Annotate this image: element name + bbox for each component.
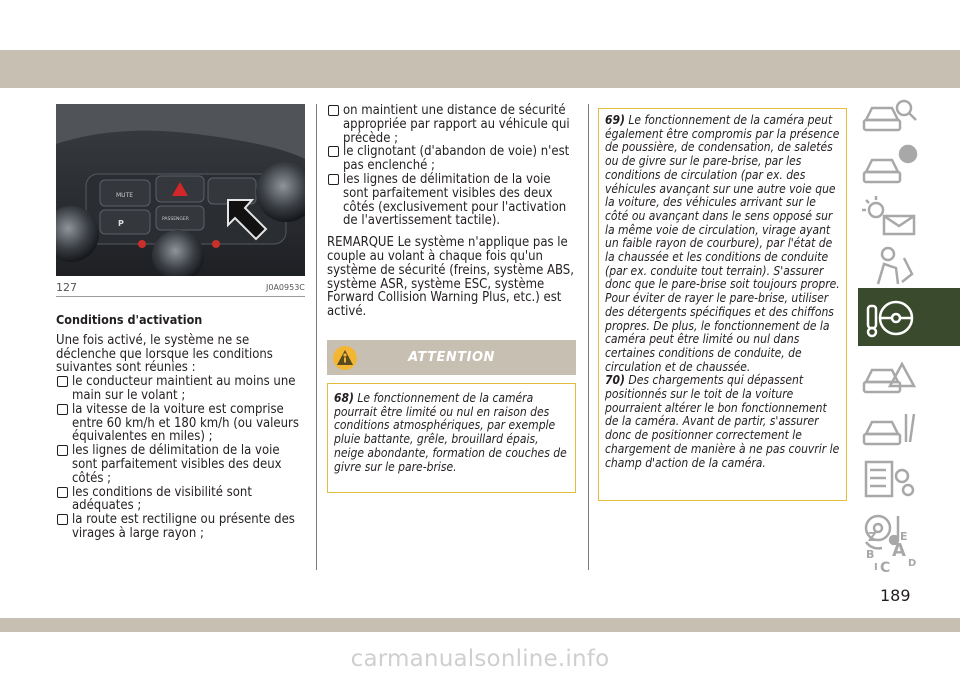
column-left xyxy=(56,313,308,541)
column-middle xyxy=(327,104,577,319)
index-letter: E xyxy=(900,530,908,543)
chapter-index-icons xyxy=(858,88,960,588)
figure-rule xyxy=(56,296,305,297)
car-search-icon[interactable] xyxy=(864,101,916,130)
warning-text: Le fonctionnement de la caméra pourrait être limité ou nul en raison des conditions atmosphériques, par exemple pluie battante, grêle, brouillard épais, neige abondante, formation de couches de givre sur le pare-brise. xyxy=(334,391,567,474)
page-number: 189 xyxy=(880,586,911,605)
remark-paragraph: REMARQUE Le système n'applique pas le couple au volant à chaque fois qu'un système de sécurité (freins, système ABS, système ASR, système ESC, système Forward Collision Warning Plus, etc.) est activé. xyxy=(327,235,574,320)
settings-list-icon[interactable] xyxy=(866,462,913,496)
alphabet-index-icon[interactable] xyxy=(866,530,926,578)
attention-title: ATTENTION xyxy=(408,350,495,365)
index-letter: C xyxy=(880,560,891,576)
figure-code: J0A0953C xyxy=(266,283,305,292)
index-letter: D xyxy=(908,558,917,569)
chapter-index xyxy=(858,88,960,618)
index-letter: B xyxy=(866,548,875,561)
watermark: carmanualsonline.info xyxy=(350,646,610,672)
attention-header xyxy=(327,340,576,375)
list-item: on maintient une distance de sécurité appropriée par rapport au véhicule qui précède ; xyxy=(327,104,577,145)
car-info-icon[interactable] xyxy=(864,146,916,182)
column-divider xyxy=(316,104,317,570)
list-item: les conditions de visibilité sont adéquates ; xyxy=(56,486,308,514)
index-letter: Z xyxy=(868,530,877,544)
list-item: les lignes de délimitation de la voie sont parfaitement visibles des deux côtés (exclusivement pour l'activation de l'avertissement tactile). xyxy=(327,173,577,228)
list-item: la route est rectiligne ou présente des virages à large rayon ; xyxy=(56,513,308,541)
list-item: le clignotant (d'abandon de voie) n'est pas enclenché ; xyxy=(327,145,577,173)
warning-box-68 xyxy=(327,383,576,493)
intro-paragraph: Une fois activé, le système ne se déclenche que lorsque les conditions suivantes sont réunies : xyxy=(56,332,273,376)
list-item: les lignes de délimitation de la voie sont parfaitement visibles des deux côtés ; xyxy=(56,444,308,485)
warning-number: 69) xyxy=(605,113,625,127)
column-divider xyxy=(588,104,589,570)
park-label: P xyxy=(118,219,124,228)
list-item: la vitesse de la voiture est comprise entre 60 km/h et 180 km/h (ou valeurs équivalentes en miles) ; xyxy=(56,403,308,444)
warning-text: Des chargements qui dépassent positionnés sur le toit de la voiture pourraient altérer le bon fonctionnement de la caméra. Avant de partir, s'assurer donc de positionner correctement le chargement de manière à ne pas couvrir le champ d'action de la caméra. xyxy=(605,373,840,470)
airbag-person-icon[interactable] xyxy=(878,248,912,284)
list-item: le conducteur maintient au moins une main sur le volant ; xyxy=(56,375,308,403)
warning-text: Le fonctionnement de la caméra peut également être compromis par la présence de poussière, de condensation, de saletés ou de givre sur le pare-brise, par les conditions de circulation (par ex. des véhicules avançant sur une autre voie que la voiture, des véhicules arrivant sur le côté ou avançant dans le sens opposé sur la même voie de circulation, virage ayant un faible rayon de courbure), par l'état de la chaussée et les conditions de conduite (par ex. conduite tout terrain). S'assurer donc que le pare-brise soit toujours propre. Pour éviter de rayer le pare-brise, utiliser des détergents spécifiques et des chiffons propres. De plus, le fonctionnement de la caméra peut être limité ou nul dans certaines conditions de conduite, de circulation et de chaussée. xyxy=(605,113,840,374)
dashboard-photo xyxy=(56,104,305,276)
top-margin xyxy=(0,0,960,50)
passenger-label: PASSENGER xyxy=(162,217,189,222)
figure-number: 127 xyxy=(56,281,77,294)
car-warning-icon[interactable] xyxy=(864,364,914,392)
index-letter: A xyxy=(892,540,906,561)
lights-message-icon[interactable] xyxy=(862,196,914,234)
mute-label: MUTE xyxy=(116,192,134,199)
footer-bar xyxy=(0,618,960,632)
warning-box-69-70 xyxy=(598,108,847,501)
warning-number: 68) xyxy=(334,391,354,405)
car-tools-icon[interactable] xyxy=(864,414,914,444)
header-bar xyxy=(0,50,960,88)
warning-number: 70) xyxy=(605,373,625,388)
section-heading: Conditions d'activation xyxy=(56,312,203,327)
index-letter: I xyxy=(874,562,878,573)
